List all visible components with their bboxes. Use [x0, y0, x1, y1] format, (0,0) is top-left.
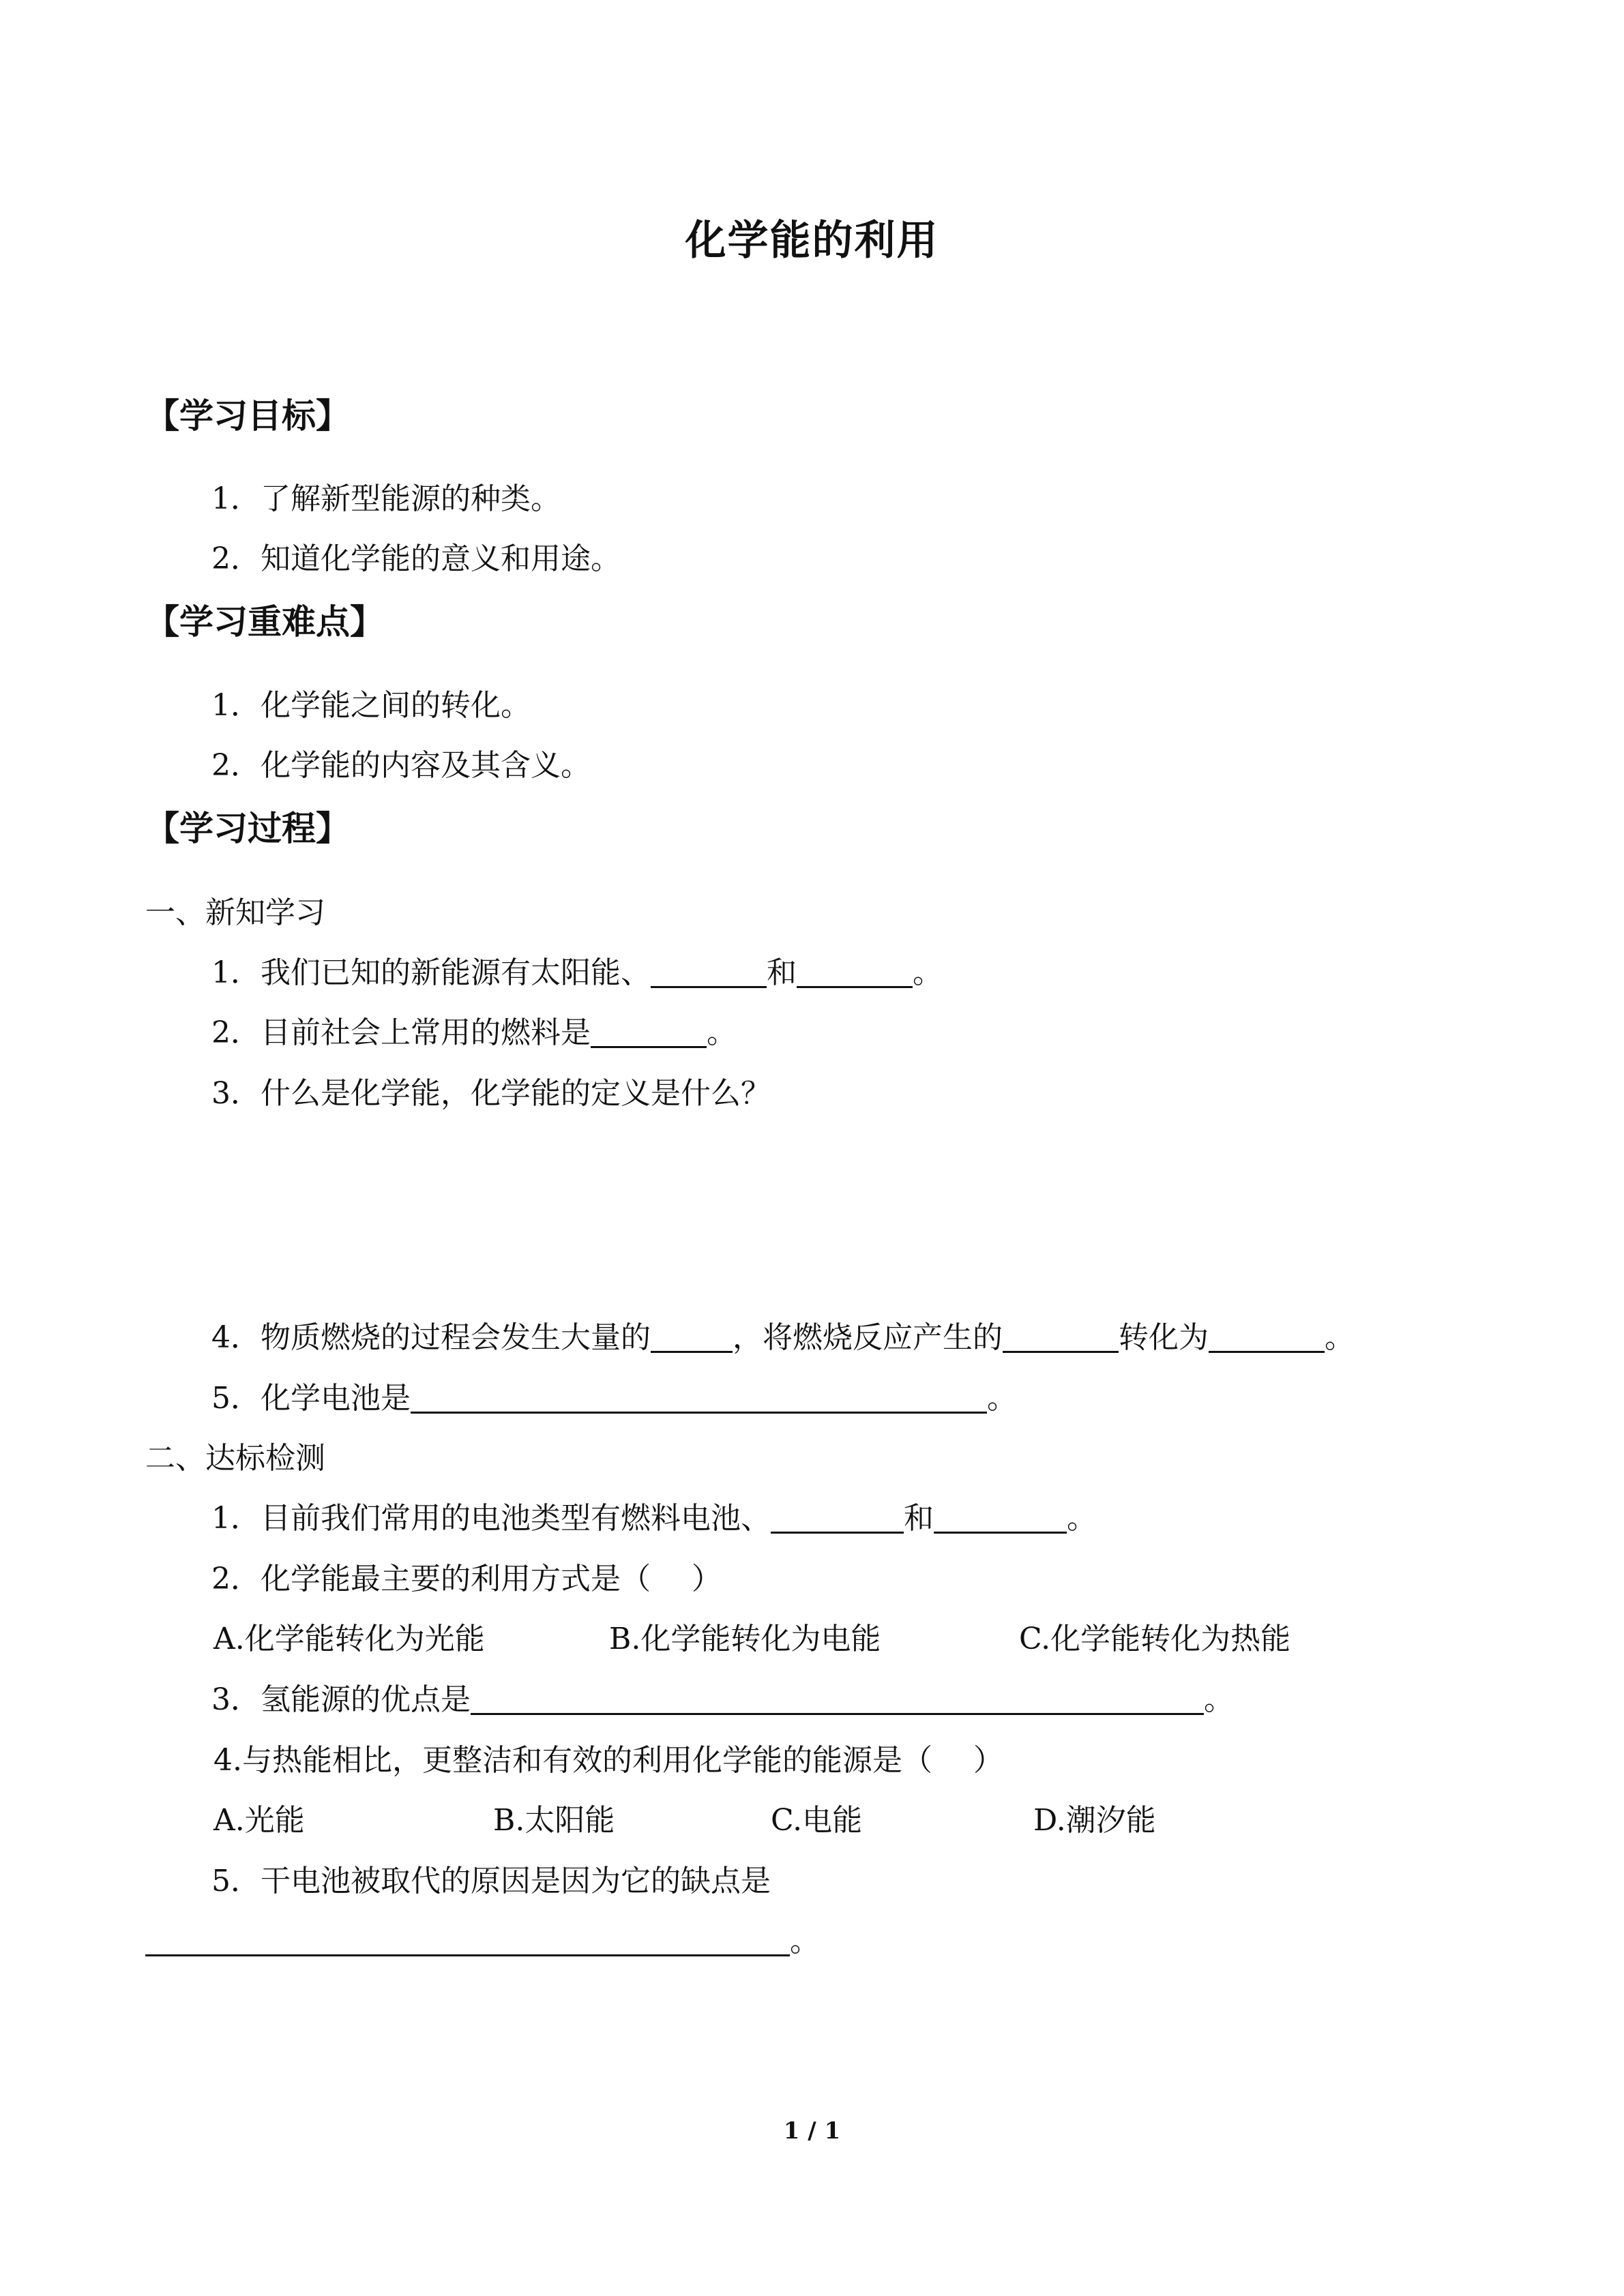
option-2-2-a[interactable]: A.化学能转化为光能 [213, 1622, 485, 1656]
section-new-knowledge: 一、新知学习 [145, 895, 325, 930]
question-text: 4.与热能相比，更整洁和有效的利用化学能的能源是（ [213, 1743, 932, 1778]
question-text: 1．我们已知的新能源有太阳能、 [211, 955, 651, 990]
question-text: 和 [767, 955, 797, 990]
option-2-4-a[interactable]: A.光能 [213, 1803, 305, 1838]
question-text: 4．物质燃烧的过程会发生大量的 [211, 1320, 651, 1355]
question-2-2 [211, 1554, 722, 1598]
option-2-2-b[interactable]: B.化学能转化为电能 [609, 1622, 881, 1656]
answer-blank[interactable] [1209, 1321, 1325, 1353]
question-2-5-answer-line [145, 1916, 820, 1960]
answer-blank[interactable] [1003, 1321, 1119, 1353]
answer-blank[interactable] [411, 1382, 987, 1414]
answer-blank[interactable] [797, 956, 913, 988]
question-text: 2．化学能最主要的利用方式是（ [211, 1562, 651, 1596]
question-text: ） [973, 1743, 1003, 1778]
question-1-3: 3．什么是化学能，化学能的定义是什么？ [211, 1076, 771, 1111]
page-title: 化学能的利用 [685, 217, 939, 265]
answer-blank[interactable] [591, 1016, 707, 1048]
answer-blank[interactable] [651, 1321, 733, 1353]
question-text: 1．目前我们常用的电池类型有燃料电池、 [211, 1501, 771, 1536]
question-text: 5．化学电池是 [211, 1381, 411, 1416]
question-2-5: 5．干电池被取代的原因是因为它的缺点是 [211, 1864, 771, 1898]
question-text: 。 [707, 1015, 737, 1050]
question-text: ，将燃烧反应产生的 [733, 1320, 1003, 1355]
option-2-4-b[interactable]: B.太阳能 [493, 1803, 615, 1838]
question-2-3 [211, 1675, 1234, 1718]
page-number: 1 / 1 [783, 2117, 841, 2145]
question-text: 。 [1067, 1501, 1097, 1536]
question-2-4 [213, 1735, 1003, 1779]
question-text: 2．目前社会上常用的燃料是 [211, 1015, 591, 1050]
answer-blank[interactable] [934, 1502, 1067, 1534]
objective-item-1: 1．了解新型能源的种类。 [211, 481, 561, 516]
question-text: 。 [913, 955, 943, 990]
question-text: 。 [1204, 1682, 1234, 1717]
objectives-heading: 【学习目标】 [145, 396, 350, 436]
question-2-1 [211, 1493, 1097, 1537]
question-text: 。 [790, 1924, 820, 1958]
question-1-1 [211, 948, 943, 992]
question-text: 和 [904, 1501, 934, 1536]
answer-blank[interactable] [651, 956, 767, 988]
question-1-2 [211, 1008, 737, 1052]
answer-blank[interactable] [471, 1683, 1204, 1715]
option-2-4-c[interactable]: C.电能 [771, 1803, 863, 1838]
option-2-4-d[interactable]: D.潮汐能 [1033, 1803, 1156, 1838]
question-1-4 [211, 1313, 1355, 1356]
key-point-item-2: 2．化学能的内容及其含义。 [211, 748, 591, 783]
key-point-item-1: 1．化学能之间的转化。 [211, 688, 531, 723]
question-text: 。 [1325, 1320, 1355, 1355]
question-text: 转化为 [1119, 1320, 1209, 1355]
section-assessment: 二、达标检测 [145, 1441, 325, 1476]
answer-blank[interactable] [145, 1924, 790, 1956]
question-text: ） [692, 1562, 722, 1596]
question-1-5 [211, 1373, 1017, 1417]
process-heading: 【学习过程】 [145, 809, 350, 848]
objective-item-2: 2．知道化学能的意义和用途。 [211, 541, 621, 576]
answer-blank[interactable] [771, 1502, 904, 1534]
option-2-2-c[interactable]: C.化学能转化为热能 [1019, 1622, 1291, 1656]
key-points-heading: 【学习重难点】 [145, 602, 384, 642]
question-text: 。 [987, 1381, 1017, 1416]
question-text: 3．氢能源的优点是 [211, 1682, 471, 1717]
